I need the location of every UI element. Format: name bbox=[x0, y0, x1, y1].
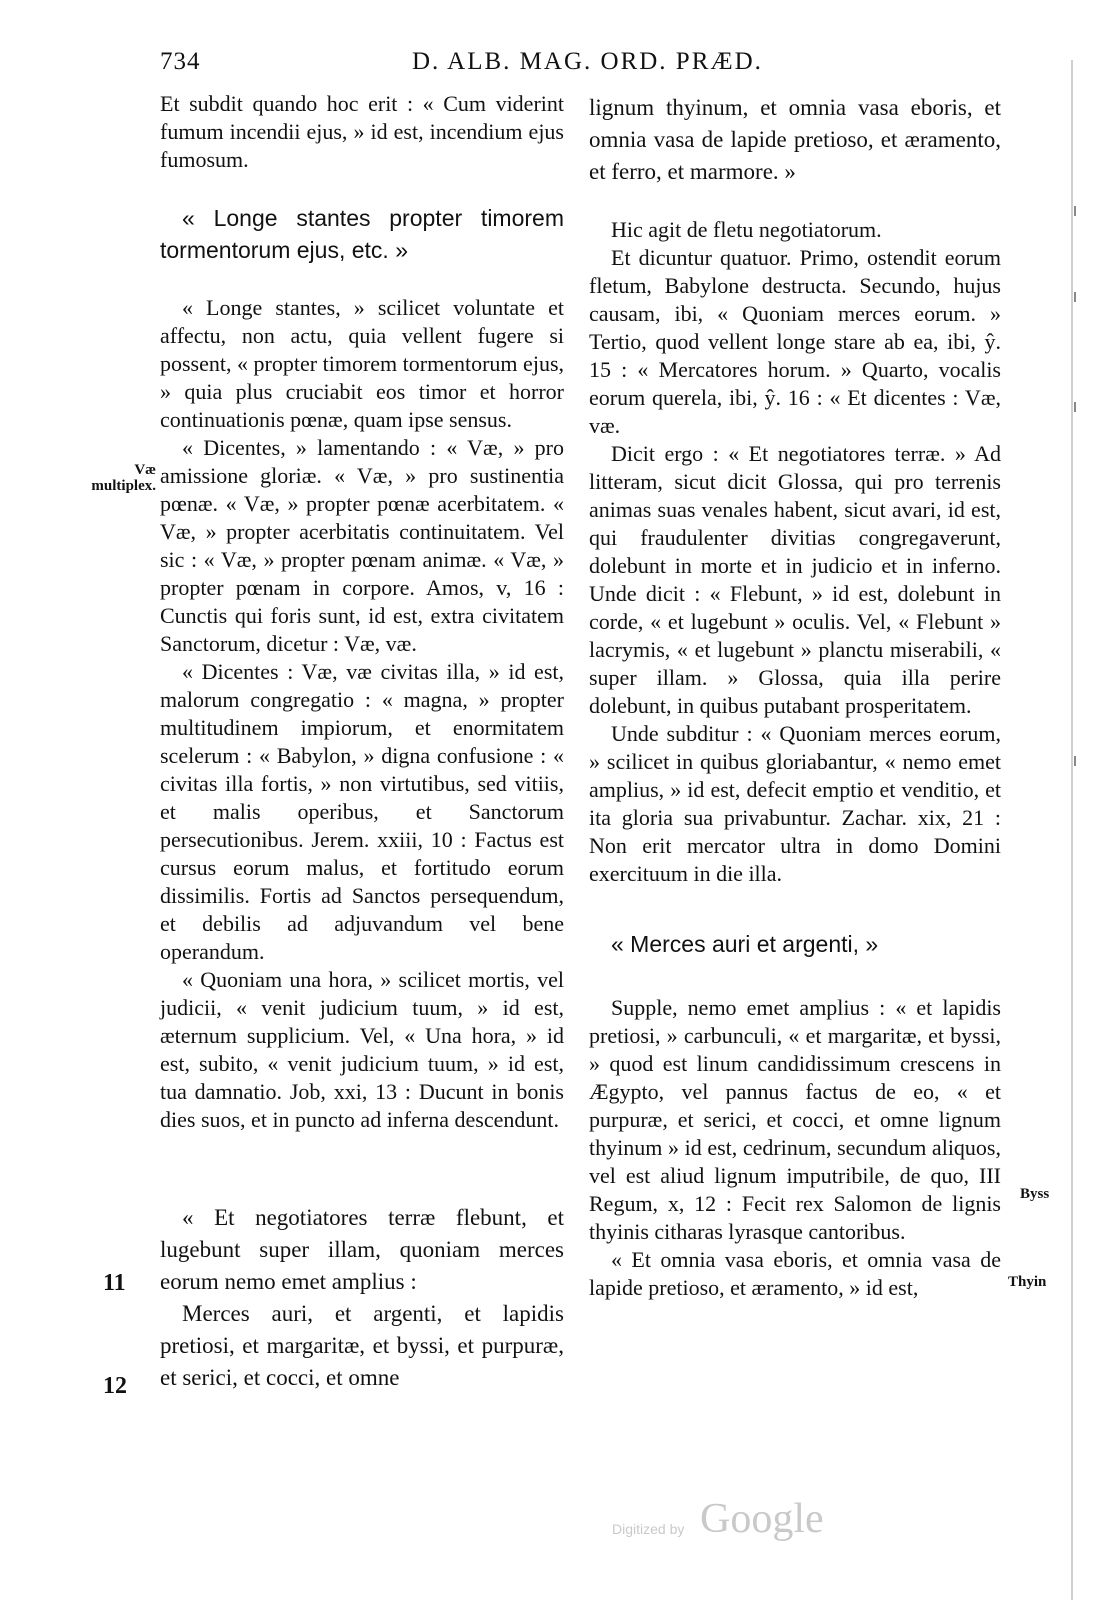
page-header bbox=[0, 44, 1099, 84]
lemma: « Merces auri et argenti, » bbox=[611, 931, 879, 957]
paragraph: « Quoniam una hora, » scilicet mortis, vel judicii, « venit judicium tuum, » id est, æternum supplicium. Vel, « Una hora, » id est, subito, « venit judicium tuum, » id est, tua damnatio. Job, xxi, 13 : Ducunt in bonis dies suos, et in puncto ad inferna descendunt. bbox=[160, 967, 564, 1132]
right-column bbox=[589, 92, 1001, 1302]
verse-number: 12 bbox=[103, 1373, 127, 1399]
left-column bbox=[160, 90, 564, 1394]
margin-note-thyinum: Thyin bbox=[1008, 1274, 1047, 1290]
margin-note-byssus: Byss bbox=[1020, 1186, 1050, 1202]
running-head: D. ALB. MAG. ORD. PRÆD. bbox=[412, 48, 763, 75]
paragraph: Dicit ergo : « Et negotiatores terræ. » Ad litteram, sicut dicit Glossa, qui pro terrenis animas suas venales habent, sicut avari, id est, qui fraudulenter divitias congregaverunt, dolebunt in morte et in judicio et in inferno. Unde dicit : « Flebunt, » id est, dolebunt in corde, « et lugebunt » oculis. Vel, « Flebunt » lacrymis, « et lugebunt » planctu miserabili, « super illam. » Glossa, quia illa perire dolebunt, in quibus putabant prosperitatem. bbox=[589, 441, 1001, 718]
paragraph: Hic agit de fletu negotiatorum. bbox=[611, 217, 882, 242]
margin-note-vae-multiplex: Væ multiplex. bbox=[91, 462, 156, 494]
page-edge-shadow bbox=[1071, 60, 1073, 1600]
watermark-prefix: Digitized by bbox=[612, 1521, 685, 1537]
paragraph: Supple, nemo emet amplius : « et lapidis pretiosi, » carbunculi, « et margaritæ, et byssi, » quod est linum candidissimum crescens in Ægypto, vel pannus factus de eo, « et purpuræ, et serici, et cocci, et omne lignum thyinum » id est, cedrinum, secundum aliquos, vel est aliud lignum imputribile, de quo, III Regum, x, 12 : Fecit rex Salomon de lignis thyinis citharas lyrasque cantoribus. bbox=[589, 995, 1001, 1244]
paragraph: « Longe stantes, » scilicet voluntate et affectu, non actu, quia vellent fugere si possent, « propter timorem tormentorum ejus, » quia plus cruciabit eos timor et horror continuationis pœnæ, quam ipse sensus. bbox=[160, 295, 564, 432]
paragraph: « Et omnia vasa eboris, et omnia vasa de lapide pretioso, et æramento, » id est, bbox=[589, 1247, 1001, 1300]
lemma: « Longe stantes propter timorem tormentorum ejus, etc. » bbox=[160, 205, 564, 263]
scripture-verse: lignum thyinum, et omnia vasa eboris, et omnia vasa de lapide pretioso, et æramento, et ferro, et marmore. » bbox=[589, 95, 1001, 184]
page-number: 734 bbox=[160, 48, 201, 75]
scan-mark bbox=[1074, 402, 1076, 412]
scan-mark bbox=[1074, 206, 1076, 216]
scan-mark bbox=[1074, 756, 1076, 766]
paragraph: « Dicentes, » lamentando : « Væ, » pro amissione gloriæ. « Væ, » pro sustinentia pœnæ. « Væ, » propter pœnæ acerbitatem. « Væ, » propter acerbitatis continuitatem. Vel sic : « Væ, » propter pœnam animæ. « Væ, » propter pœnam in corpore. Amos, v, 16 : Cunctis qui foris sunt, id est, extra civitatem Sanctorum, dicetur : Væ, væ. bbox=[160, 435, 564, 656]
scripture-verse: Merces auri, et argenti, et lapidis pretiosi, et margaritæ, et byssi, et purpuræ, et serici, et cocci, et omne bbox=[160, 1301, 564, 1390]
digitization-watermark bbox=[612, 1495, 842, 1555]
scripture-verse: « Et negotiatores terræ flebunt, et lugebunt super illam, quoniam merces eorum nemo emet amplius : bbox=[160, 1205, 564, 1294]
verse-number: 11 bbox=[103, 1270, 126, 1296]
paragraph: Unde subditur : « Quoniam merces eorum, » scilicet in quibus gloriabantur, « nemo emet amplius, » id est, defecit emptio et venditio, et ita gloria sua privabuntur. Zachar. xix, 21 : Non erit mercator ultra in domo Domini exercituum in die illa. bbox=[589, 721, 1001, 886]
google-logo: Google bbox=[700, 1496, 824, 1542]
paragraph: Et dicuntur quatuor. Primo, ostendit eorum fletum, Babylone destructa. Secundo, hujus causam, ibi, « Quoniam merces eorum. » Tertio, quod vellent longe stare ab ea, ibi, ŷ. 15 : « Mercatores horum. » Quarto, vocalis eorum querela, ibi, ŷ. 16 : « Et dicentes : Væ, væ. bbox=[589, 245, 1001, 438]
paragraph: Et subdit quando hoc erit : « Cum viderint fumum incendii ejus, » id est, incendium ejus fumosum. bbox=[160, 91, 564, 172]
paragraph: « Dicentes : Væ, væ civitas illa, » id est, malorum congregatio : « magna, » propter multitudinem impiorum, et enormitatem scelerum : « Babylon, » digna confusione : « civitas illa fortis, » non virtutibus, sed vitiis, et malis operibus, et Sanctorum persecutionibus. Jerem. xxiii, 10 : Factus est cursus eorum malus, et fortitudo eorum dissimilis. Fortis ad Sanctos persequendum, et debilis ad adjuvandum vel bene operandum. bbox=[160, 659, 564, 964]
scan-mark bbox=[1074, 292, 1076, 302]
